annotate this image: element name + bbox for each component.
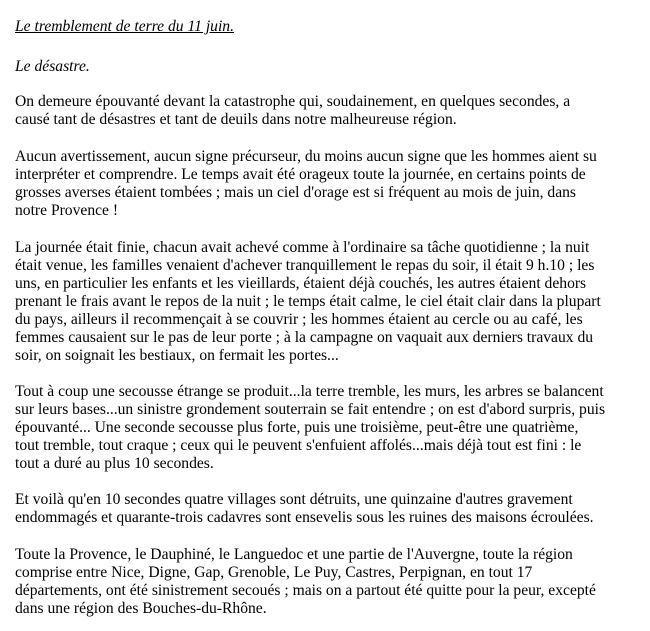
paragraph-line: femmes causaient sur le pas de leur porte ; à la campagne on vaquait aux derniers travaux du xyxy=(15,329,594,346)
document-title: Le tremblement de terre du 11 juin. xyxy=(15,18,234,35)
paragraph-line: La journée était finie, chacun avait achevé comme à l'ordinaire sa tâche quotidienne ; la nuit xyxy=(15,239,590,256)
paragraph-line: grosses averses étaient tombées ; mais un ciel d'orage est si fréquent au mois de juin, dans xyxy=(15,184,577,201)
paragraph-line: comprise entre Nice, Digne, Gap, Grenoble, Le Puy, Castres, Perpignan, en tout 17 xyxy=(15,564,533,581)
paragraph-line: dans une région des Bouches-du-Rhône. xyxy=(15,600,267,617)
paragraph-line: interpréter et comprendre. Le temps avait été orageux toute la journée, en certains points de xyxy=(15,166,586,183)
paragraph-line: du pays, ailleurs il recommençait à se couvrir ; les hommes étaient au cercle ou au café, les xyxy=(15,311,583,328)
paragraph-line: épouvanté... Une seconde secousse plus forte, puis une troisième, peut-être une quatrième, xyxy=(15,419,579,436)
paragraph-line: sur leurs bases...un sinistre grondement souterrain se fait entendre ; on est d'abord surpris, puis xyxy=(15,401,606,418)
paragraph-line: tout a duré au plus 10 secondes. xyxy=(15,455,214,472)
document-subtitle: Le désastre. xyxy=(15,58,90,75)
paragraph-line: Tout à coup une secousse étrange se produit...la terre tremble, les murs, les arbres se balancent xyxy=(15,383,604,400)
paragraph-line: Aucun avertissement, aucun signe précurseur, du moins aucun signe que les hommes aient su xyxy=(15,148,597,165)
paragraph-line: tout tremble, tout craque ; ceux qui le peuvent s'enfuient affolés...mais déjà tout est fini : le xyxy=(15,437,582,454)
paragraph-line: départements, ont été sinistrement secoués ; mais on a partout été quitte pour la peur, excepté xyxy=(15,582,596,599)
paragraph-line: causé tant de désastres et tant de deuils dans notre malheureuse région. xyxy=(15,111,457,128)
paragraph-line: notre Provence ! xyxy=(15,202,119,219)
paragraph-line: prenant le frais avant le repos de la nuit ; le temps était calme, le ciel était clair dans la plupart xyxy=(15,293,601,310)
paragraph-line: était venue, les familles venaient d'achever tranquillement le repas du soir, il était 9 h.10 ; les xyxy=(15,257,595,274)
paragraph-line: Et voilà qu'en 10 secondes quatre villages sont détruits, une quinzaine d'autres gravement xyxy=(15,491,573,508)
paragraph-line: endommagés et quarante-trois cadavres sont ensevelis sous les ruines des maisons écroulées. xyxy=(15,509,594,526)
paragraph-line: uns, en particulier les enfants et les vieillards, étaient déjà couchés, les autres étaient dehors xyxy=(15,275,587,292)
paragraph-line: On demeure épouvanté devant la catastrophe qui, soudainement, en quelques secondes, a xyxy=(15,93,571,110)
paragraph-line: soir, on soignait les bestiaux, on fermait les portes... xyxy=(15,347,339,364)
paragraph-line: Toute la Provence, le Dauphiné, le Languedoc et une partie de l'Auvergne, toute la région xyxy=(15,546,573,563)
